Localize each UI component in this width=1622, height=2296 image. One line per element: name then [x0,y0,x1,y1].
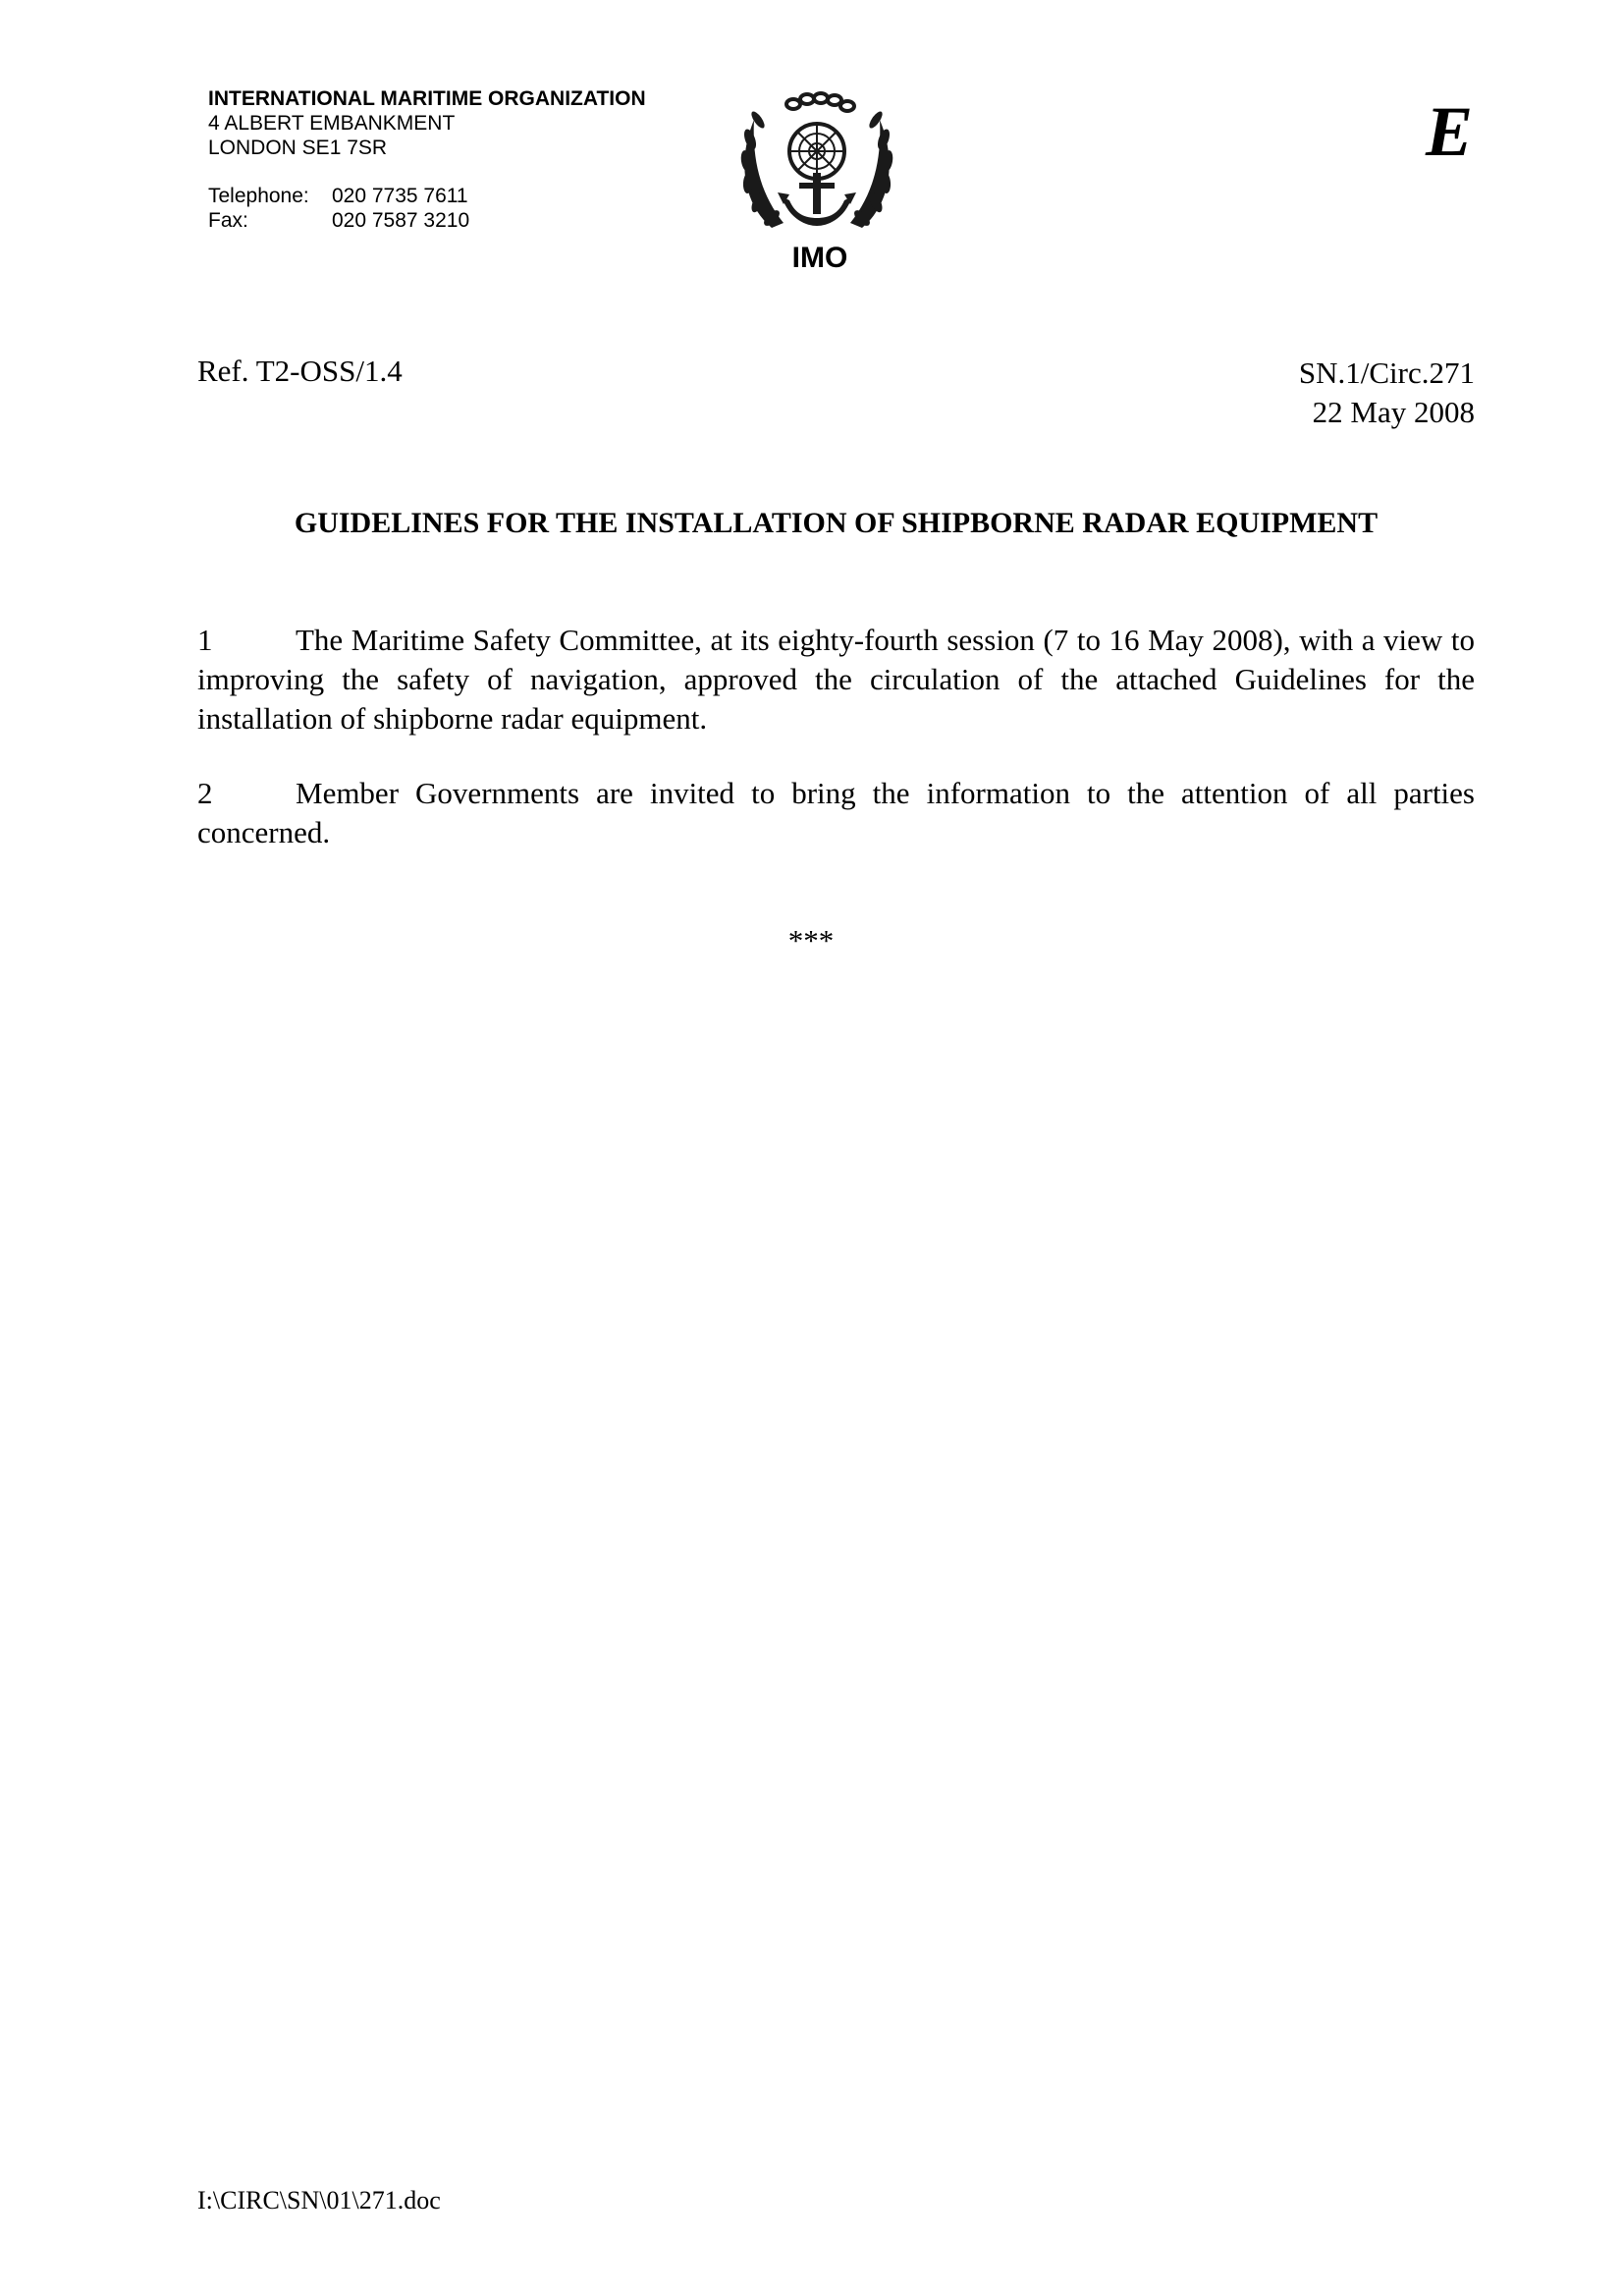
fax-label: Fax: [208,209,248,232]
fax-row [208,208,646,233]
paragraph-text: Member Governments are invited to bring the information to the attention of all parties concerned. [197,776,1475,849]
imo-logo-text: IMO [791,242,848,274]
language-indicator: E [1425,92,1473,171]
telephone-value: 020 7735 7611 [332,185,468,207]
circular-number: SN.1/Circ.271 [1298,355,1475,390]
document-title: GUIDELINES FOR THE INSTALLATION OF SHIPBORNE RADAR EQUIPMENT [294,507,1379,539]
telephone-row [208,184,646,208]
address-line: 4 ALBERT EMBANKMENT [208,112,456,135]
section-separator: *** [787,923,835,957]
paragraph-number: 1 [197,623,213,657]
circular-info [1299,354,1475,432]
paragraph-text: The Maritime Safety Committee, at its eighty-fourth session (7 to 16 May 2008), with a view to improving the safety of navigation, approved the circulation of the attached Guidelines for the installation of shipborne radar equipment. [197,623,1475,736]
circular-date: 22 May 2008 [1312,395,1475,429]
reference-number: Ref. T2-OSS/1.4 [197,354,403,388]
contact-info [208,184,646,233]
imo-emblem-icon [732,90,901,238]
paragraph [197,621,1475,738]
letterhead [208,86,646,233]
org-name: INTERNATIONAL MARITIME ORGANIZATION [208,87,646,110]
fax-value: 020 7587 3210 [332,209,470,232]
paragraph [197,774,1475,852]
address-line: LONDON SE1 7SR [208,137,388,159]
paragraph-number: 2 [197,776,213,810]
telephone-label: Telephone: [208,185,309,207]
footer-file-path: I:\CIRC\SN\01\271.doc [197,2186,441,2214]
